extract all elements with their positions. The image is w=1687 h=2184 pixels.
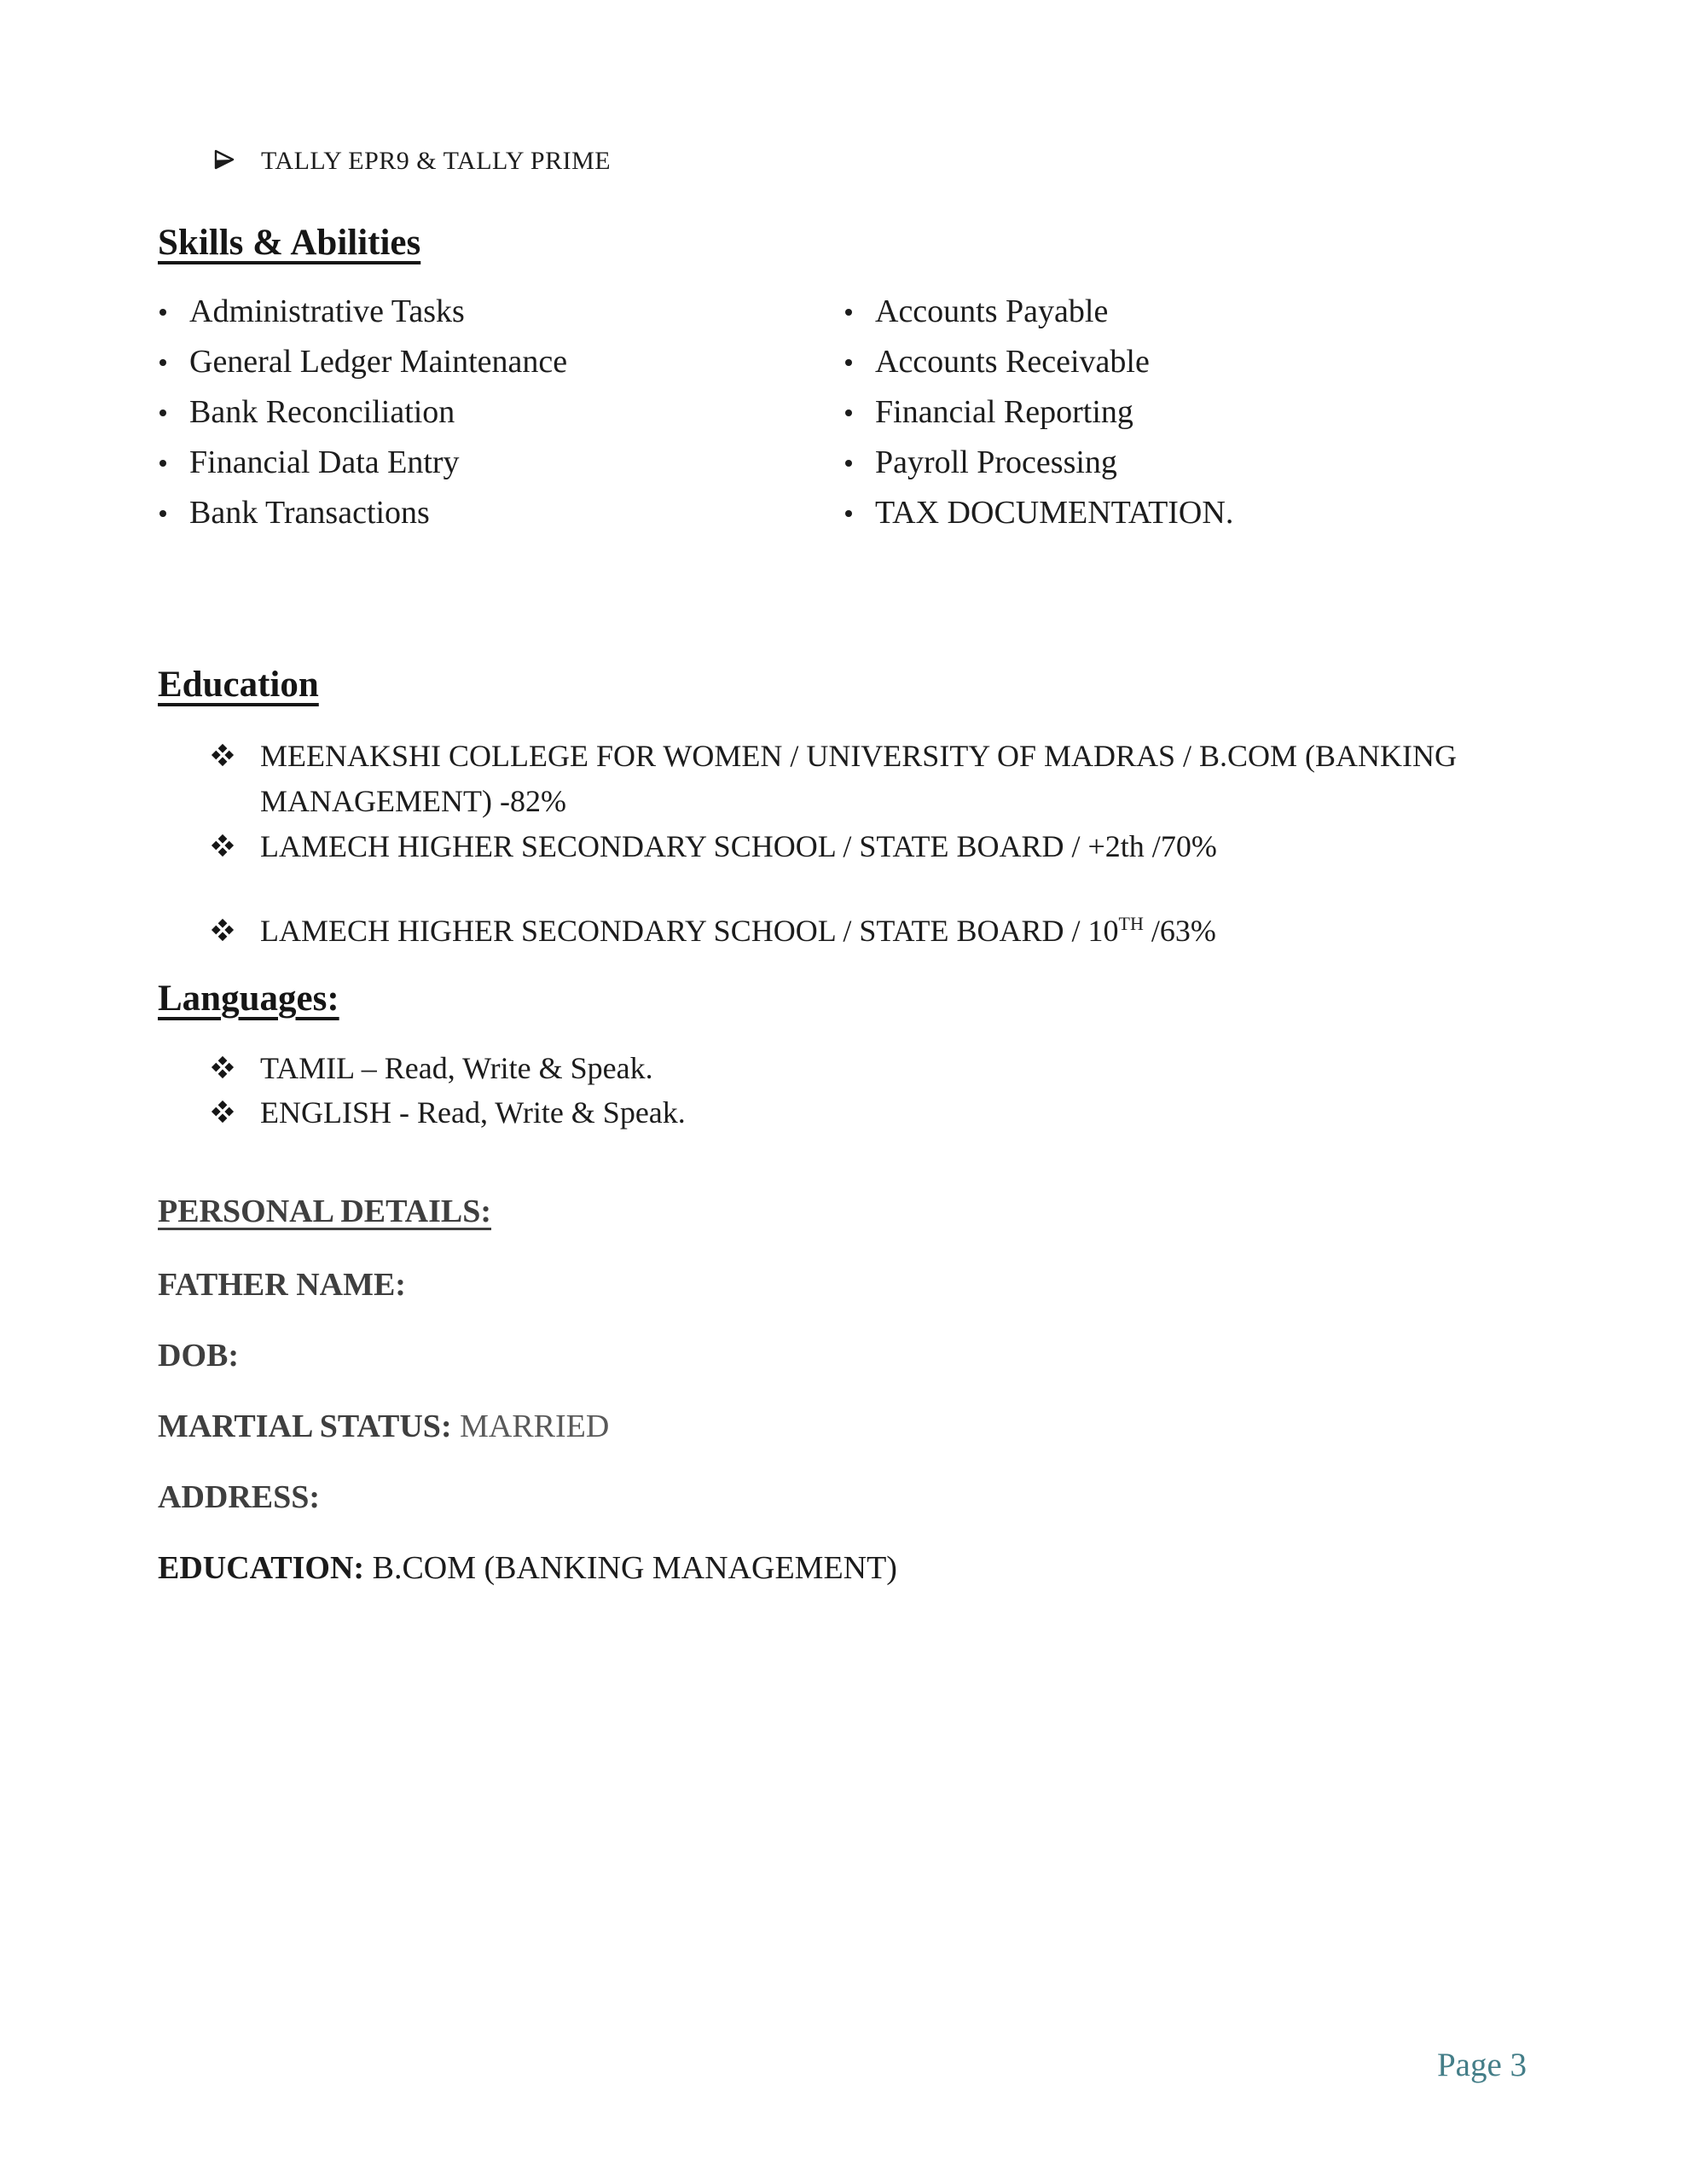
dot-bullet-icon [159,410,166,416]
list-item [211,1046,686,1090]
skill-text: Financial Data Entry [189,444,460,480]
dot-bullet-icon [159,510,166,517]
dot-bullet-icon [845,359,852,366]
languages-list [211,1046,686,1135]
field-value: B.COM (BANKING MANAGEMENT) [372,1550,897,1586]
skills-column-right [845,287,1233,538]
dot-bullet-icon [159,309,166,316]
list-item [212,145,611,177]
field-value: MARRIED [460,1409,610,1444]
field-label: EDUCATION: [158,1550,365,1586]
education-heading: Education [158,665,319,705]
skill-text: Bank Transactions [189,495,430,531]
dot-bullet-icon [845,309,852,316]
education-list [211,734,1676,954]
dot-bullet-icon [845,460,852,467]
skill-text: Accounts Receivable [875,344,1150,380]
languages-heading: Languages: [158,979,339,1019]
personal-field-row [158,1480,897,1515]
skill-text: General Ledger Maintenance [189,344,568,380]
list-item [845,488,1233,538]
diamond-bullet-icon [211,743,235,767]
skill-text: Administrative Tasks [189,293,465,329]
skill-text: Financial Reporting [875,394,1133,430]
skill-text: TAX DOCUMENTATION. [875,495,1234,531]
list-item [211,1090,686,1135]
list-item [845,287,1233,337]
language-item-text: TAMIL – Read, Write & Speak. [260,1051,653,1085]
list-item [211,909,1676,954]
field-label: DOB: [158,1338,239,1374]
list-item [159,287,845,337]
skills-column-left [159,287,845,538]
diamond-bullet-icon [211,1055,235,1079]
education-item-text: MEENAKSHI COLLEGE FOR WOMEN / UNIVERSITY OF MADRAS / B.COM (BANKING MANAGEMENT) -82% [260,739,1458,818]
list-item [211,824,1676,869]
skill-text: Payroll Processing [875,444,1117,480]
list-item [845,337,1233,387]
skill-text: Accounts Payable [875,293,1109,329]
tally-skill-text: TALLY EPR9 & TALLY PRIME [261,147,612,175]
personal-field-row [158,1551,897,1586]
personal-field-row [158,1268,897,1303]
arrow-bullet-icon [212,147,237,172]
field-label: ADDRESS: [158,1479,321,1515]
personal-field-row [158,1409,897,1444]
personal-field-row [158,1339,897,1374]
diamond-bullet-icon [211,1100,235,1124]
skills-list [159,287,1233,538]
list-item [211,734,1676,824]
list-item [159,387,845,438]
diamond-bullet-icon [211,834,235,857]
personal-details-fields [158,1268,897,1622]
dot-bullet-icon [845,410,852,416]
dot-bullet-icon [159,359,166,366]
field-label: FATHER NAME: [158,1267,406,1303]
list-item [159,438,845,488]
education-item-text: LAMECH HIGHER SECONDARY SCHOOL / STATE BOARD / 10TH /63% [260,913,1216,948]
list-item [845,438,1233,488]
list-item [159,488,845,538]
diamond-bullet-icon [211,918,235,942]
personal-details-heading: PERSONAL DETAILS: [158,1194,492,1229]
language-item-text: ENGLISH - Read, Write & Speak. [260,1095,686,1130]
dot-bullet-icon [845,510,852,517]
skills-heading: Skills & Abilities [158,223,421,263]
page-number: Page 3 [1436,2047,1527,2083]
list-item [159,337,845,387]
dot-bullet-icon [159,460,166,467]
education-item-text: LAMECH HIGHER SECONDARY SCHOOL / STATE BOARD / +2th /70% [260,829,1217,863]
field-label: MARTIAL STATUS: [158,1409,452,1444]
skill-text: Bank Reconciliation [189,394,455,430]
list-item [845,387,1233,438]
